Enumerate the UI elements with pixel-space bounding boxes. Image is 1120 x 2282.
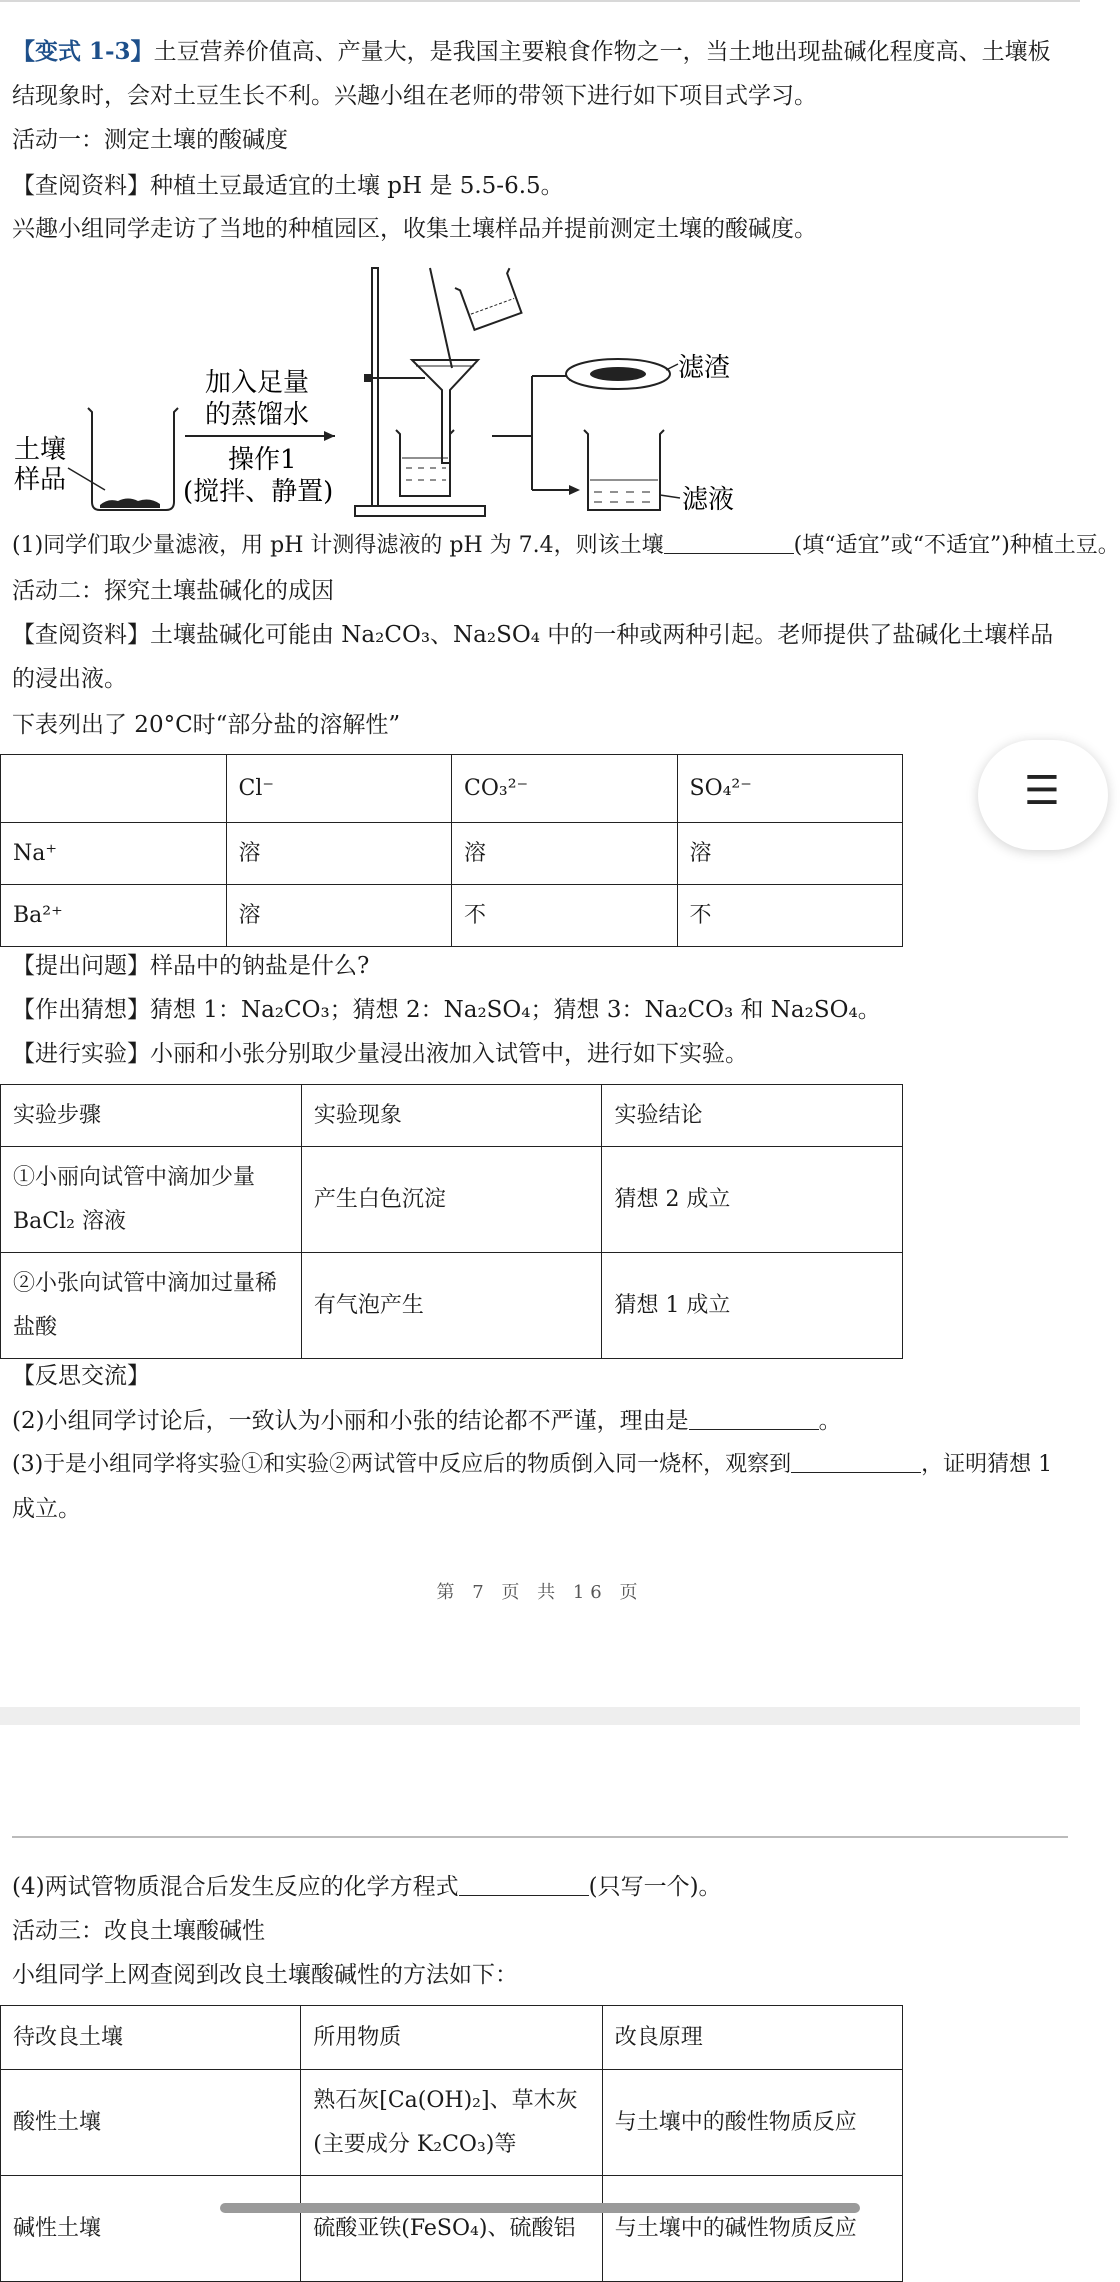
question-3-continued: 成立。 <box>12 1496 81 1522</box>
question-3: (3)于是小组同学将实验①和实验②两试管中反应后的物质倒入同一烧杯，观察到 ，证明猜想 1 <box>12 1452 1053 1477</box>
method-intro: 小组同学上网查阅到改良土壤酸碱性的方法如下： <box>12 1962 518 1988</box>
intro-text: 土豆营养价值高、产量大，是我国主要粮食作物之一，当土地出现盐碱化程度高、土壤板结现象时，会对土豆生长不利。兴趣小组在老师的带领下进行如下项目式学习。 <box>12 39 1051 109</box>
table-row: Na⁺ 溶 溶 溶 <box>1 823 903 885</box>
menu-button[interactable] <box>978 740 1108 850</box>
question-1: (1)同学们取少量滤液，用 pH 计测得滤液的 pH 为 7.4，则该土壤 (填“适宜”或“不适宜”)种植土豆。 <box>12 533 1120 558</box>
arrow-text-3: 操作1 <box>228 445 297 475</box>
arrow-text-4: (搅拌、静置) <box>183 477 334 507</box>
table-row: ②小张向试管中滴加过量稀盐酸 有气泡产生 猜想 1 成立 <box>1 1253 903 1359</box>
experiment-intro: 【进行实验】小丽和小张分别取少量浸出液加入试管中，进行如下实验。 <box>12 1041 748 1067</box>
page-gap <box>0 1707 1080 1725</box>
hamburger-menu-icon: ☰ <box>1024 768 1060 814</box>
arrow-text-2: 的蒸馏水 <box>205 400 310 430</box>
table-row: Ba²⁺ 溶 不 不 <box>1 885 903 947</box>
activity-2-heading: 活动二：探究土壤盐碱化的成因 <box>12 578 334 604</box>
question-2: (2)小组同学讨论后，一致认为小丽和小张的结论都不严谨，理由是 。 <box>12 1408 842 1434</box>
improvement-header-row: 待改良土壤 所用物质 改良原理 <box>1 2006 903 2070</box>
activity-3-heading: 活动三：改良土壤酸碱性 <box>12 1918 265 1944</box>
experiment-header-row: 实验步骤 实验现象 实验结论 <box>1 1085 903 1147</box>
reflection-heading: 【反思交流】 <box>12 1363 150 1389</box>
horizontal-scrollbar[interactable] <box>220 2203 860 2213</box>
answer-blank-2[interactable] <box>689 1409 819 1430</box>
improvement-table <box>0 2005 903 2282</box>
answer-blank-3[interactable] <box>791 1452 921 1473</box>
answer-blank-4[interactable] <box>459 1875 589 1896</box>
question-statement: 【提出问题】样品中的钠盐是什么? <box>12 953 370 979</box>
table-row: ①小丽向试管中滴加少量 BaCl₂ 溶液 产生白色沉淀 猜想 2 成立 <box>1 1147 903 1253</box>
filtration-apparatus <box>355 268 525 516</box>
table-row: 酸性土壤 熟石灰[Ca(OH)₂]、草木灰(主要成分 K₂CO₃)等 与土壤中的酸性物质反应 <box>1 2070 903 2176</box>
table-row: 碱性土壤 硫酸亚铁(FeSO₄)、硫酸铝 与土壤中的碱性物质反应 <box>1 2176 903 2282</box>
info-2: 【查阅资料】土壤盐碱化可能由 Na₂CO₃、Na₂SO₄ 中的一种或两种引起。老师提供了盐碱化土壤样品的浸出液。 <box>12 622 1054 692</box>
top-divider <box>0 0 1080 2</box>
info-1: 【查阅资料】种植土豆最适宜的土壤 pH 是 5.5-6.5。 <box>12 173 564 199</box>
solubility-table <box>0 754 903 947</box>
intro-paragraph <box>12 30 1070 118</box>
hypothesis: 【作出猜想】猜想 1：Na₂CO₃；猜想 2：Na₂SO₄；猜想 3：Na₂CO₃ 和 Na₂SO₄。 <box>12 997 881 1023</box>
answer-blank-1[interactable] <box>664 533 794 554</box>
soil-beaker <box>88 408 178 510</box>
page-footer: 第 7 页 共 16 页 <box>436 1582 644 1603</box>
question-4: (4)两试管物质混合后发生反应的化学方程式 (只写一个)。 <box>12 1874 722 1900</box>
page-divider <box>12 1836 1068 1838</box>
activity-1-heading: 活动一：测定土壤的酸碱度 <box>12 127 288 153</box>
variant-tag: 【变式 1-3】 <box>12 38 154 65</box>
experiment-table <box>0 1084 903 1359</box>
solubility-header-row: Cl⁻ CO₃²⁻ SO₄²⁻ <box>1 755 903 823</box>
filtrate-beaker <box>584 430 664 510</box>
visit-text: 兴趣小组同学走访了当地的种植园区，收集土壤样品并提前测定土壤的酸碱度。 <box>12 216 817 242</box>
soil-label-2: 样品 <box>14 465 67 495</box>
soil-label-1: 土壤 <box>14 435 67 465</box>
filtrate-label: 滤液 <box>682 485 735 515</box>
residue-label: 滤渣 <box>678 353 731 383</box>
experiment-figure <box>0 258 760 523</box>
residue-dish <box>566 359 670 389</box>
table-intro: 下表列出了 20°C时“部分盐的溶解性” <box>12 712 401 738</box>
arrow-text-1: 加入足量 <box>205 368 310 398</box>
